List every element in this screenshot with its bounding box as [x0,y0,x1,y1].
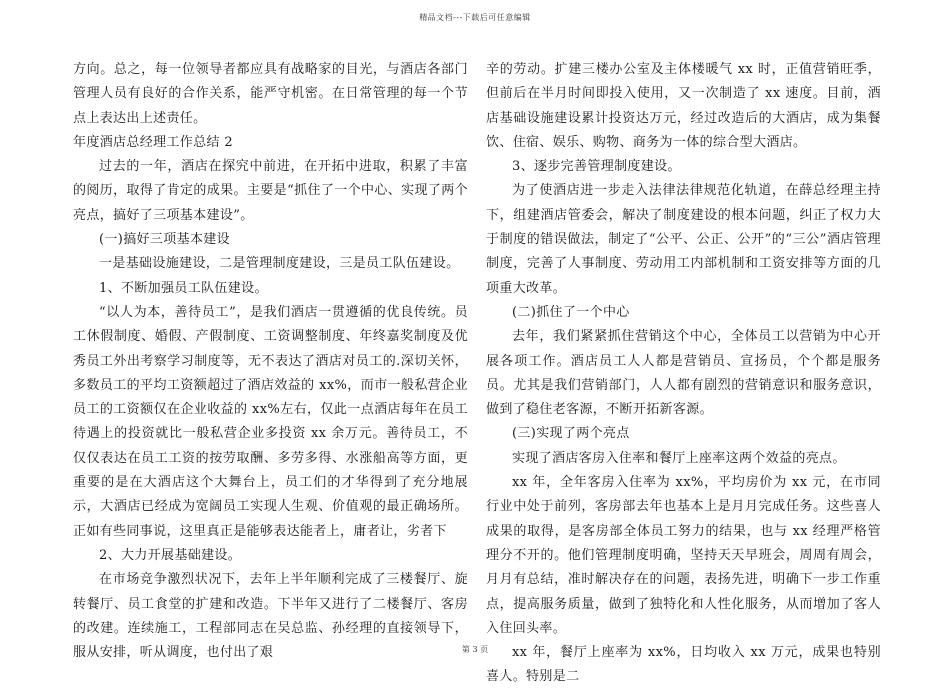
paragraph: 3、逐步完善管理制度建设。 [512,159,681,175]
paragraph: 过去的一年，酒店在探究中前进，在开拓中进取，积累了丰富的阅历，取得了肯定的成果。主要是“抓住了一个中心、实现了两个亮点，搞好了三项基本建设”。 [73,159,468,223]
paragraph: 一是基础设施建设，二是管理制度建设，三是员工队伍建设。 [99,256,460,272]
paragraph: (二)抓住了一个中心 [512,304,630,320]
paragraph: 去年，我们紧紧抓住营销这个中心，全体员工以营销为中心开展各项工作。酒店员工人人都是营销员、宣扬员，个个都是服务员。尤其是我们营销部门，人人都有剧烈的营销意识和服务意识，做到了稳住老客源，不断开拓新客源。 [486,329,881,418]
right-column [486,58,881,690]
paragraph: 实现了酒店客房入住率和餐厅上座率这两个效益的亮点。 [512,450,846,466]
paragraph: xx 年，餐厅上座率为 xx%，日均收入 xx 万元，成果也特别喜人。特别是二 [486,645,881,685]
paragraph: 方向。总之，每一位领导者都应具有战略家的目光，与酒店各部门管理人员有良好的合作关系，能严守机密。在日常管理的每一个节点上表达出上述责任。 [73,62,468,126]
paragraph: (一)搞好三项基本建设 [99,232,230,248]
page-header: 精品文档---下载后可任意编辑 [419,13,531,22]
paragraph: 年度酒店总经理工作总结 2 [73,134,233,150]
paragraph: 1、不断加强员工队伍建设。 [99,280,268,296]
paragraph: (三)实现了两个亮点 [512,426,630,442]
paragraph: “以人为本，善待员工”，是我们酒店一贯遵循的优良传统。员工休假制度、婚假、产假制度、工资调整制度、年终嘉奖制度及优秀员工外出考察学习制度等，无不表达了酒店对员工的.深切关怀，多数员工的平均工资额超过了酒店效益的 xx%，而市一般私营企业员工的工资额仅在企业收益的 xx%左右，仅此一点酒店每年在员工待遇上的投资就比一般私营企业多投资 xx 余万元。善待员工，不仅仅表达在员工工资的按劳取酬、多劳多得、水涨船高等方面，更重要的是在大酒店这个大舞台上，员工们的才华得到了充分地展示，大酒店已经成为宽阔员工实现人生观、价值观的最正确场所。正如有些同事说，这里真正是能够表达能者上，庸者让，劣者下 [73,304,468,539]
page-number: 第 3 页 [461,645,489,654]
paragraph: 辛的劳动。扩建三楼办公室及主体楼暖气 xx 时，正值营销旺季，但前后在半月时间即投入使用，又一次制造了 xx 速度。目前，酒店基础设施建设累计投资达万元，经过改造后的大酒店，成为集餐饮、住宿、娱乐、购物、商务为一体的综合型大酒店。 [486,62,881,150]
paragraph: 2、大力开展基础建设。 [99,547,242,563]
paragraph: 在市场竞争激烈状况下，去年上半年顺利完成了三楼餐厅、旋转餐厅、员工食堂的扩建和改造。下半年又进行了二楼餐厅、客房的改建。连续施工，工程部同志在吴总监、孙经理的直接领导下，服从安排，听从调度，也付出了艰 [73,572,468,661]
paragraph: 为了使酒店进一步走入法律法律规范化轨道，在薛总经理主持下，组建酒店管委会，解决了制度建设的根本问题，纠正了权力大于制度的错误做法，制定了“公平、公正、公开”的“三公”酒店管理制度，完善了人事制度、劳动用工内部机制和工资安排等方面的几项重大改革。 [486,183,881,296]
paragraph: xx 年，全年客房入住率为 xx%，平均房价为 xx 元，在市同行业中处于前列，客房部去年也基本上是月月完成任务。这些喜人成果的取得，是客房部全体员工努力的结果，也与 xx 经理严格管理分不开的。他们管理制度明确，坚持天天早班会，周周有周会，月月有总结，准时解决存在的问题，表扬先进，明确下一步工作重点，提高服务质量，做到了独特化和人性化服务，从而增加了客人入住回头率。 [486,475,881,636]
left-column [73,58,468,665]
